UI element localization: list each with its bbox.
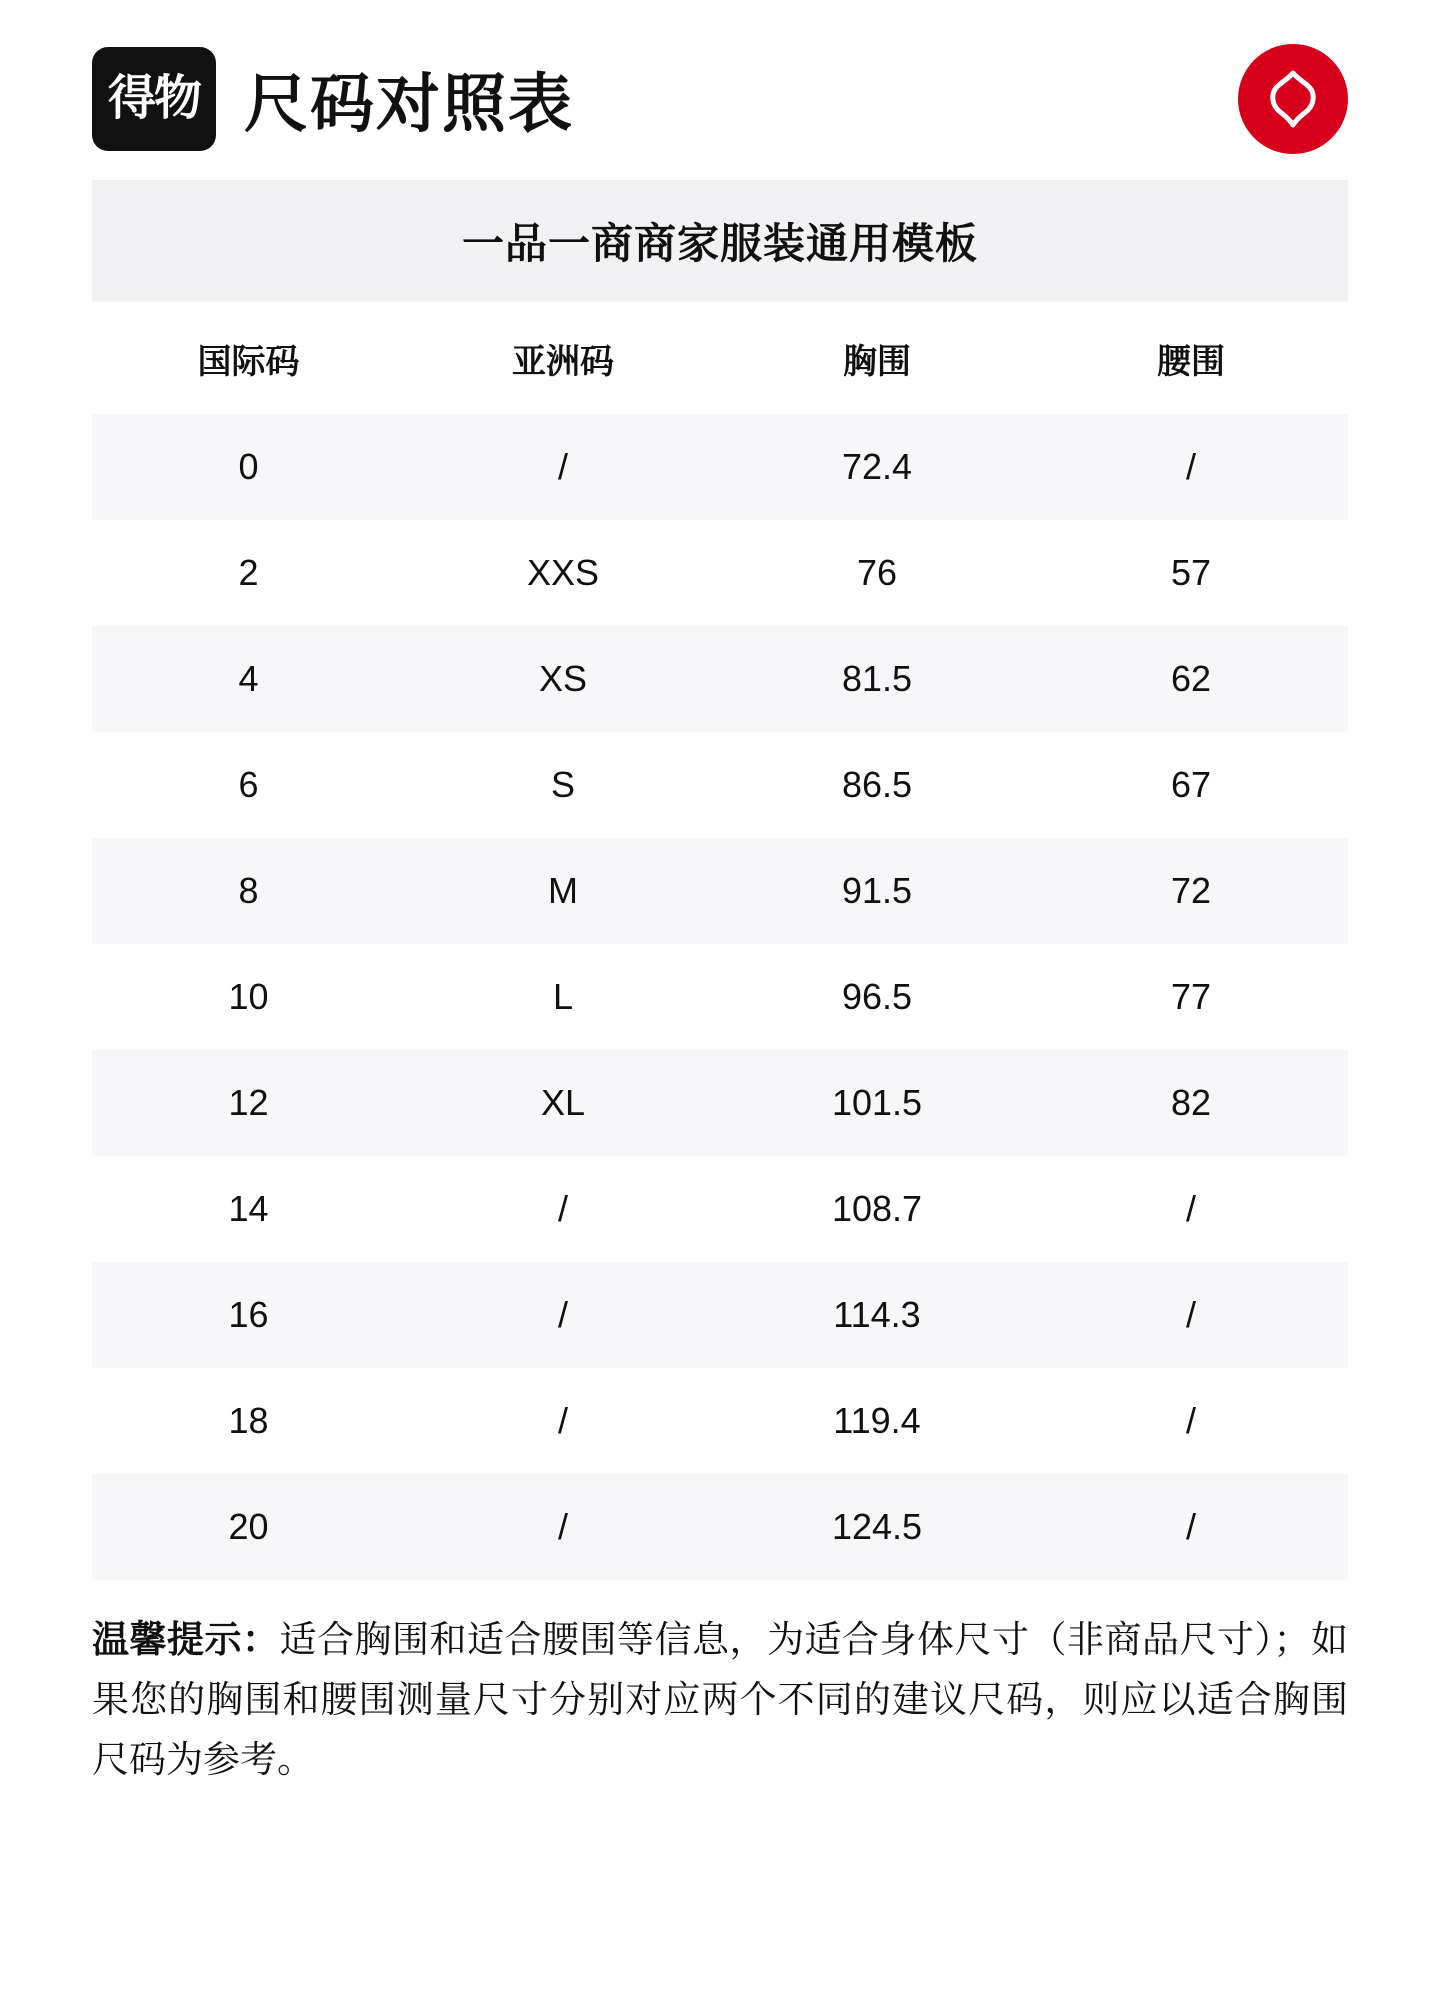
cell-asian: S: [406, 732, 720, 838]
cell-international: 20: [92, 1474, 406, 1580]
cell-waist: 57: [1034, 520, 1348, 626]
table-header-row: [92, 302, 1348, 414]
cell-waist: 67: [1034, 732, 1348, 838]
column-header-waist: 腰围: [1034, 302, 1348, 414]
cell-bust: 86.5: [720, 732, 1034, 838]
cell-bust: 101.5: [720, 1050, 1034, 1156]
cell-waist: 82: [1034, 1050, 1348, 1156]
column-header-international: 国际码: [92, 302, 406, 414]
cell-waist: /: [1034, 1262, 1348, 1368]
cell-international: 0: [92, 414, 406, 520]
dewu-brand-badge-label: 得物: [107, 72, 200, 125]
column-header-bust: 胸围: [720, 302, 1034, 414]
cell-bust: 96.5: [720, 944, 1034, 1050]
cell-asian: /: [406, 414, 720, 520]
cell-bust: 81.5: [720, 626, 1034, 732]
table-row: [92, 626, 1348, 732]
cell-waist: 77: [1034, 944, 1348, 1050]
size-table-card: [92, 180, 1348, 1580]
cell-waist: /: [1034, 1368, 1348, 1474]
table-row: [92, 1156, 1348, 1262]
cell-asian: /: [406, 1156, 720, 1262]
cell-asian: M: [406, 838, 720, 944]
cell-international: 14: [92, 1156, 406, 1262]
page-title: 尺码对照表: [244, 68, 574, 140]
cell-asian: XL: [406, 1050, 720, 1156]
cell-international: 8: [92, 838, 406, 944]
cell-asian: L: [406, 944, 720, 1050]
cell-asian: /: [406, 1262, 720, 1368]
cell-asian: XS: [406, 626, 720, 732]
size-table: [92, 302, 1348, 1580]
cell-asian: /: [406, 1474, 720, 1580]
cell-international: 4: [92, 626, 406, 732]
cell-bust: 119.4: [720, 1368, 1034, 1474]
note-text: 适合胸围和适合腰围等信息，为适合身体尺寸（非商品尺寸）；如果您的胸围和腰围测量尺寸分别对应两个不同的建议尺码，则应以适合胸围尺码为参考。: [92, 1619, 1348, 1780]
cell-international: 6: [92, 732, 406, 838]
cell-waist: /: [1034, 1474, 1348, 1580]
table-row: [92, 1474, 1348, 1580]
cell-bust: 124.5: [720, 1474, 1034, 1580]
table-row: [92, 838, 1348, 944]
cell-waist: /: [1034, 1156, 1348, 1262]
cell-international: 16: [92, 1262, 406, 1368]
cell-waist: 72: [1034, 838, 1348, 944]
lululemon-logo-icon: [1238, 44, 1348, 154]
cell-international: 18: [92, 1368, 406, 1474]
cell-bust: 72.4: [720, 414, 1034, 520]
table-row: [92, 520, 1348, 626]
table-row: [92, 1368, 1348, 1474]
cell-international: 2: [92, 520, 406, 626]
cell-waist: 62: [1034, 626, 1348, 732]
dewu-brand-badge: [92, 47, 216, 151]
cell-asian: XXS: [406, 520, 720, 626]
cell-international: 12: [92, 1050, 406, 1156]
cell-asian: /: [406, 1368, 720, 1474]
note-block: [92, 1610, 1348, 1790]
cell-international: 10: [92, 944, 406, 1050]
cell-bust: 114.3: [720, 1262, 1034, 1368]
size-table-head: [92, 302, 1348, 414]
cell-bust: 76: [720, 520, 1034, 626]
cell-bust: 91.5: [720, 838, 1034, 944]
page-header: [92, 0, 1348, 170]
column-header-asian: 亚洲码: [406, 302, 720, 414]
cell-bust: 108.7: [720, 1156, 1034, 1262]
table-row: [92, 1262, 1348, 1368]
table-row: [92, 944, 1348, 1050]
table-row: [92, 732, 1348, 838]
table-row: [92, 414, 1348, 520]
table-row: [92, 1050, 1348, 1156]
cell-waist: /: [1034, 414, 1348, 520]
size-table-body: [92, 414, 1348, 1580]
note-label: 温馨提示：: [92, 1619, 280, 1660]
size-table-caption: 一品一商商家服装通用模板: [92, 180, 1348, 302]
